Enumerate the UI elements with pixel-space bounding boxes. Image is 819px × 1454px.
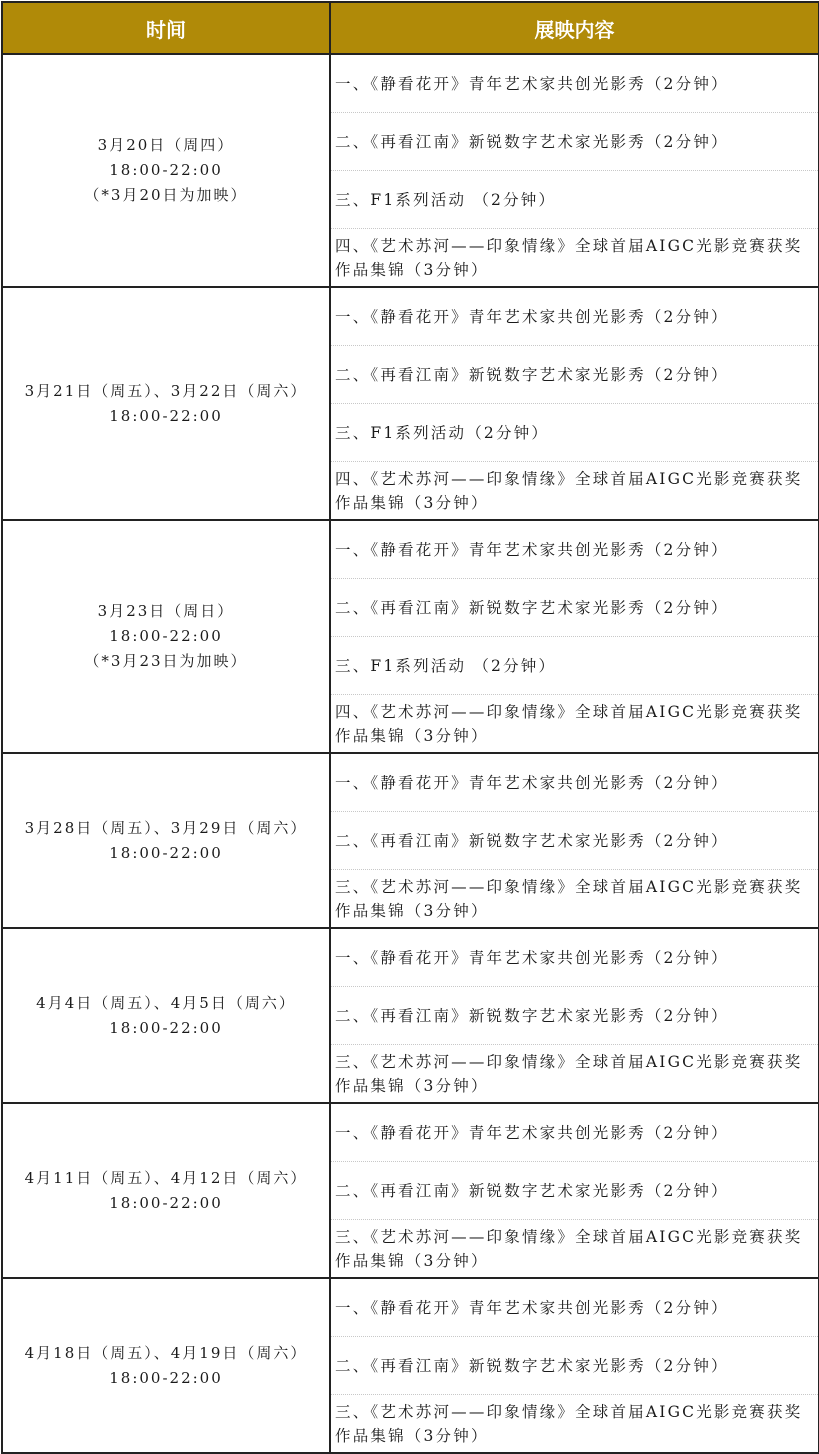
program-item: 三、《艺术苏河——印象情缘》全球首届AIGC光影竞赛获奖作品集锦（3分钟）	[330, 1045, 819, 1104]
table-row	[2, 753, 819, 812]
time-line: （*3月23日为加映）	[84, 652, 248, 670]
header-content: 展映内容	[330, 2, 819, 54]
program-item: 一、《静看花开》青年艺术家共创光影秀（2分钟）	[330, 928, 819, 987]
time-cell	[2, 54, 330, 287]
time-line: 3月20日（周四）	[97, 136, 235, 154]
program-item: 二、《再看江南》新锐数字艺术家光影秀（2分钟）	[330, 113, 819, 171]
program-item: 二、《再看江南》新锐数字艺术家光影秀（2分钟）	[330, 579, 819, 637]
header-time: 时间	[2, 2, 330, 54]
program-item: 一、《静看花开》青年艺术家共创光影秀（2分钟）	[330, 520, 819, 579]
schedule-body	[2, 54, 819, 1453]
program-item: 一、《静看花开》青年艺术家共创光影秀（2分钟）	[330, 1278, 819, 1337]
program-item: 三、《艺术苏河——印象情缘》全球首届AIGC光影竞赛获奖作品集锦（3分钟）	[330, 1220, 819, 1279]
program-item: 二、《再看江南》新锐数字艺术家光影秀（2分钟）	[330, 1337, 819, 1395]
schedule-table	[1, 1, 819, 1454]
program-item: 四、《艺术苏河——印象情缘》全球首届AIGC光影竞赛获奖作品集锦（3分钟）	[330, 695, 819, 754]
header-row	[2, 2, 819, 54]
time-line: 18:00-22:00	[109, 627, 223, 645]
program-item: 二、《再看江南》新锐数字艺术家光影秀（2分钟）	[330, 346, 819, 404]
time-cell	[2, 520, 330, 753]
time-line: 18:00-22:00	[109, 1193, 223, 1212]
time-line: 18:00-22:00	[109, 1018, 223, 1037]
time-line: 3月21日（周五）、3月22日（周六）	[24, 381, 308, 400]
program-item: 三、F1系列活动 （2分钟）	[330, 637, 819, 695]
program-item: 二、《再看江南》新锐数字艺术家光影秀（2分钟）	[330, 987, 819, 1045]
time-line: 3月28日（周五）、3月29日（周六）	[24, 818, 308, 837]
table-row	[2, 1103, 819, 1162]
program-item: 三、F1系列活动（2分钟）	[330, 404, 819, 462]
time-cell	[2, 1103, 330, 1278]
time-cell	[2, 1278, 330, 1453]
program-item: 一、《静看花开》青年艺术家共创光影秀（2分钟）	[330, 753, 819, 812]
program-item: 三、F1系列活动 （2分钟）	[330, 171, 819, 229]
time-cell	[2, 287, 330, 520]
program-item: 二、《再看江南》新锐数字艺术家光影秀（2分钟）	[330, 1162, 819, 1220]
program-item: 四、《艺术苏河——印象情缘》全球首届AIGC光影竞赛获奖作品集锦（3分钟）	[330, 462, 819, 521]
table-row	[2, 928, 819, 987]
time-line: 3月23日（周日）	[97, 602, 235, 620]
time-line: （*3月20日为加映）	[84, 186, 248, 204]
table-row	[2, 54, 819, 113]
time-line: 18:00-22:00	[109, 406, 223, 425]
program-item: 四、《艺术苏河——印象情缘》全球首届AIGC光影竞赛获奖作品集锦（3分钟）	[330, 229, 819, 288]
program-item: 三、《艺术苏河——印象情缘》全球首届AIGC光影竞赛获奖作品集锦（3分钟）	[330, 870, 819, 929]
table-row	[2, 520, 819, 579]
program-item: 二、《再看江南》新锐数字艺术家光影秀（2分钟）	[330, 812, 819, 870]
time-line: 4月4日（周五）、4月5日（周六）	[36, 993, 296, 1012]
program-item: 一、《静看花开》青年艺术家共创光影秀（2分钟）	[330, 1103, 819, 1162]
program-item: 三、《艺术苏河——印象情缘》全球首届AIGC光影竞赛获奖作品集锦（3分钟）	[330, 1395, 819, 1454]
program-item: 一、《静看花开》青年艺术家共创光影秀（2分钟）	[330, 54, 819, 113]
program-item: 一、《静看花开》青年艺术家共创光影秀（2分钟）	[330, 287, 819, 346]
table-row	[2, 287, 819, 346]
time-line: 4月11日（周五）、4月12日（周六）	[24, 1168, 308, 1187]
time-line: 4月18日（周五）、4月19日（周六）	[24, 1343, 308, 1362]
time-line: 18:00-22:00	[109, 1368, 223, 1387]
time-line: 18:00-22:00	[109, 161, 223, 179]
time-line: 18:00-22:00	[109, 843, 223, 862]
time-cell	[2, 928, 330, 1103]
table-row	[2, 1278, 819, 1337]
time-cell	[2, 753, 330, 928]
